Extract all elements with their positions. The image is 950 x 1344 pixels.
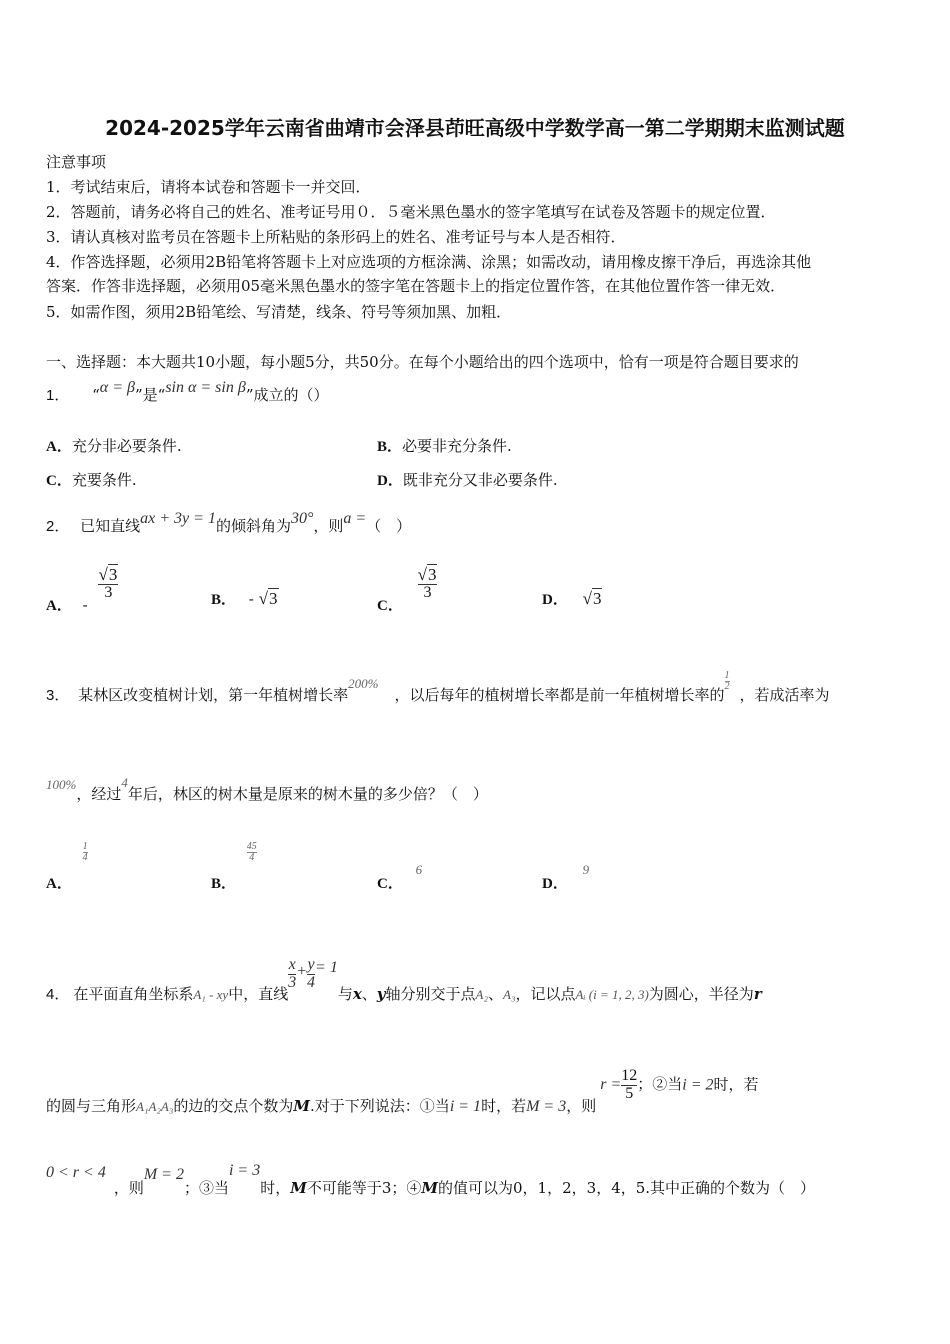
math-fraction: $\frac{x}{3}$ — [288, 956, 297, 991]
math-fraction: $\frac{√3}{3}$ — [417, 565, 437, 601]
notice-item: 4．作答选择题，必须用2B铅笔将答题卡上对应选项的方框涂满、涂黑；如需改动，请用橡皮擦干净后，再选涂其他 — [46, 253, 812, 271]
page-title: 2024-2025学年云南省曲靖市会泽县茚旺高级中学数学高一第二学期期末监测试题 — [105, 116, 845, 140]
notice-item: 答案．作答非选择题，必须用05毫米黑色墨水的签字笔在答题卡上的指定位置作答，在其他位置作答一律无效． — [46, 277, 786, 295]
option-d[interactable]: D． √3 — [542, 589, 602, 608]
question-number: 3． — [46, 687, 70, 704]
notice-item: 3．请认真核对监考员在答题卡上所粘贴的条形码上的姓名、准考证号与本人是否相符． — [46, 228, 626, 246]
notice-item: 1．考试结束后，请将本试卷和答题卡一并交回． — [46, 178, 371, 196]
math-fraction: $\frac{y}{4}$ — [307, 956, 316, 991]
math-fraction: $\frac{12}{5}$ — [621, 1067, 638, 1102]
math-a-eq: a = — [343, 510, 367, 527]
math-coordinate-system: A₁ - xy — [193, 987, 229, 1003]
question-3: 3． 某林区改变植树计划，第一年植树增长率200%，以后每年的植树增长率都是前一年植树增长率的 $\frac{1}{2}$ ，若成活率为 — [46, 670, 830, 704]
math-200-percent: 200% — [348, 676, 379, 691]
math-half: $\frac{1}{2}$ — [724, 670, 730, 692]
question-number: 4． — [46, 986, 70, 1004]
question-4: 4． 在平面直角坐标系A₁ - xy中，直线 $\frac{x}{3}$ + $\frac{y}{4}$ = 1与x、y轴分别交于点A₂、A₃，记以点Aᵢ (i = 1, 2, 3)为圆心，半径为r — [46, 956, 762, 1004]
option-c[interactable]: C． $\frac{√3}{3}$ — [377, 565, 437, 614]
math-sin-eq: sin α = sin β — [165, 379, 246, 396]
option-c[interactable]: C． 6 — [377, 862, 423, 892]
math-100-percent: 100% — [46, 777, 77, 792]
math-four: 4 — [121, 775, 128, 790]
option-a[interactable]: A． $\frac{1}{4}$ — [46, 841, 88, 892]
question-number: 2． — [46, 518, 70, 535]
notice-item: 2．答题前，请务必将自己的姓名、准考证号用０．５毫米黑色墨水的签字笔填写在试卷及答题卡的规定位置． — [46, 203, 776, 221]
math-fraction: $\frac{√3}{3}$ — [98, 565, 118, 601]
option-d[interactable]: D．既非充分又非必要条件. — [377, 471, 558, 489]
math-angle: 30° — [290, 510, 314, 527]
math-line-equation: ax + 3y = 1 — [140, 510, 216, 527]
option-c[interactable]: C．充要条件. — [46, 471, 137, 489]
option-d[interactable]: D． 9 — [542, 862, 590, 892]
question-1: 1． “α = β”是“sin α = sin β”成立的（） — [46, 379, 329, 404]
notice-item: 5．如需作图，须用2B铅笔绘、写清楚，线条、符号等须加黑、加粗． — [46, 303, 512, 321]
math-sqrt: √3 — [258, 589, 278, 608]
option-b[interactable]: B． $\frac{45}{4}$ — [211, 841, 257, 892]
notice-heading: 注意事项 — [46, 153, 107, 171]
option-b[interactable]: B． - √3 — [211, 589, 278, 608]
math-fraction: $\frac{45}{4}$ — [246, 841, 257, 863]
question-4-cont: 的圆与三角形A₁A₂A₃的边的交点个数为M.对于下列说法：①当i = 1时，若M = 3，则r = $\frac{12}{5}$ ；②当i = 2时，若 — [46, 1067, 759, 1116]
question-3-cont: 100%，经过4年后，林区的树木量是原来的树木量的多少倍？（ ） — [46, 775, 488, 803]
question-2: 2． 已知直线ax + 3y = 1的倾斜角为30°，则a =（ ） — [46, 510, 412, 535]
math-alpha-eq-beta: α = β — [99, 379, 135, 396]
question-4-cont2: 0 < r < 4，则M = 2；③当i = 3时，M不可能等于3；④M的值可以为0，1，2，3，4，5.其中正确的个数为（ ） — [46, 1162, 816, 1197]
option-a[interactable]: A． - $\frac{√3}{3}$ — [46, 565, 118, 614]
math-sqrt: √3 — [582, 589, 602, 608]
option-a[interactable]: A．充分非必要条件. — [46, 437, 182, 455]
question-number: 1． — [46, 387, 70, 404]
math-fraction: $\frac{1}{4}$ — [82, 841, 88, 863]
section-heading: 一、选择题：本大题共10小题，每小题5分，共50分。在每个小题给出的四个选项中，恰有一项是符合题目要求的 — [46, 353, 799, 371]
option-b[interactable]: B．必要非充分条件. — [377, 437, 512, 455]
